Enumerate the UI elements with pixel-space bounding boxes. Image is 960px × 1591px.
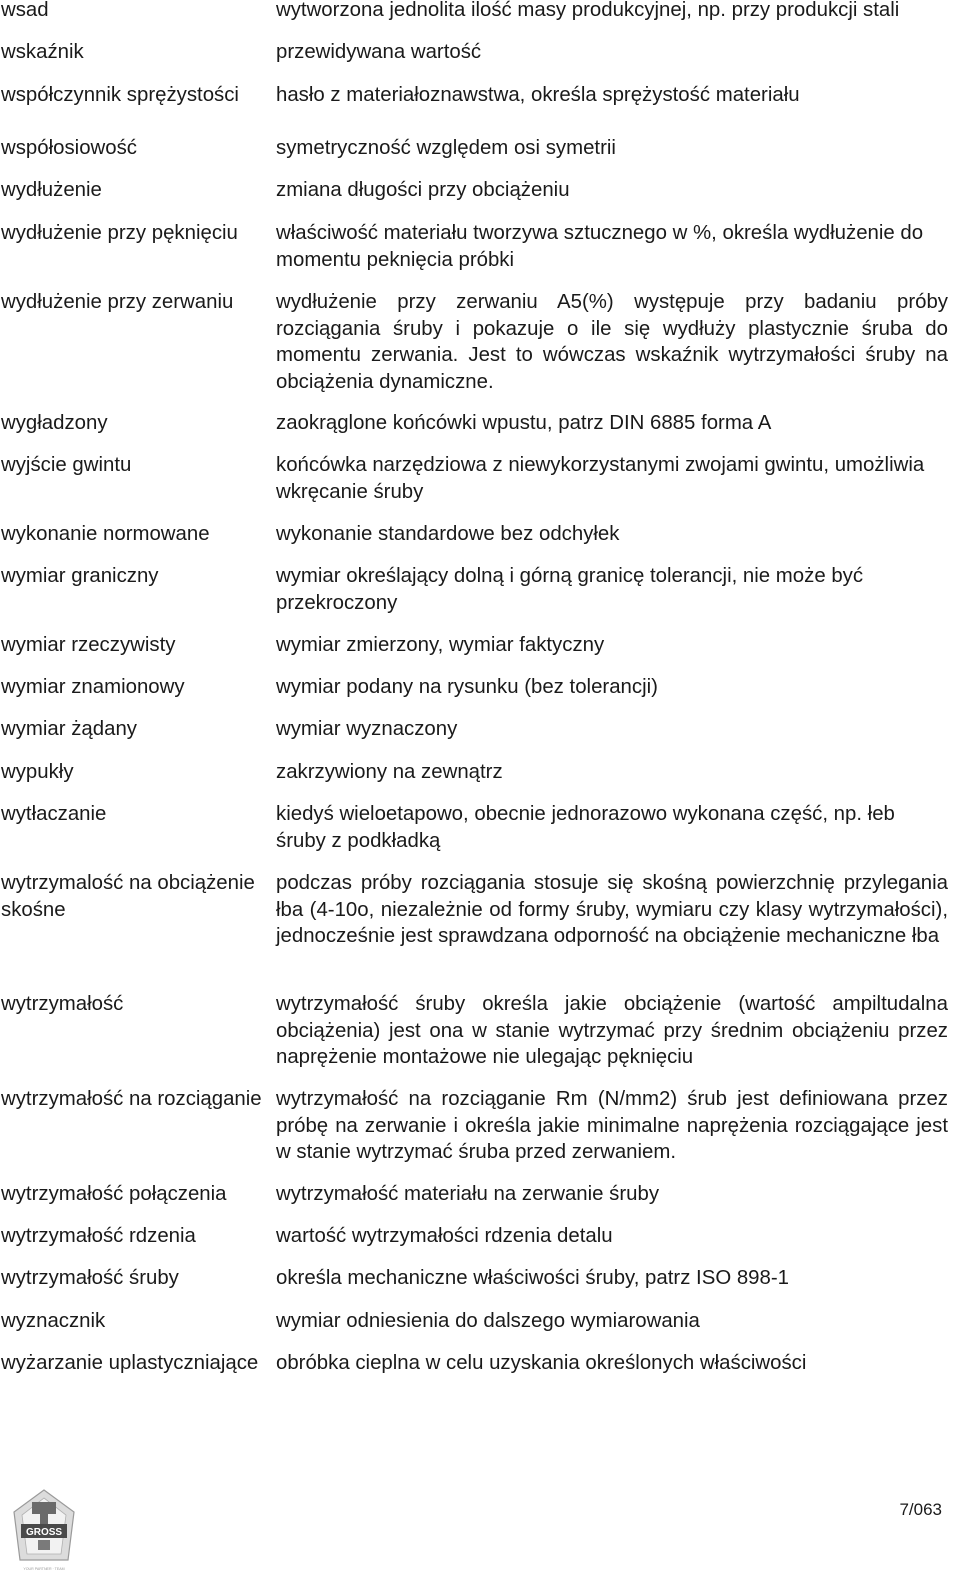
glossary-term: wytrzymalość na obciążenie skośne: [1, 872, 255, 921]
glossary-term: współosiowość: [1, 137, 137, 159]
logo-wordmark: GROSS: [25, 1527, 63, 1538]
glossary-term: wytrzymałość śruby: [1, 1267, 179, 1289]
glossary-definition: wytworzona jednolita ilość masy produkcyjnej, np. przy produkcji stali: [276, 0, 900, 21]
glossary-definition: wytrzymałość materiału na zerwanie śruby: [276, 1183, 660, 1205]
glossary-term: wytrzymałość na rozciąganie: [1, 1088, 262, 1110]
glossary-term: wytłaczanie: [1, 803, 107, 825]
glossary-definition: wytrzymałość na rozciąganie Rm (N/mm2) śrub jest definiowana przez próbę na zerwanie i określa jakie minimalne naprężenia rozciągające jest w stanie wytrzymać śruba przed zerwaniem.: [276, 1088, 948, 1163]
glossary-term: wymiar rzeczywisty: [1, 634, 176, 656]
glossary-definition: wykonanie standardowe bez odchyłek: [276, 523, 620, 545]
glossary-definition: wydłużenie przy zerwaniu A5(%) występuje przy badaniu próby rozciągania śruby i pokazuje o ile się wydłuży plastycznie śruba do momentu zerwania. Jest to wówczas wskaźnik wytrzymałości śruby na obciążenia dynamiczne.: [276, 291, 948, 393]
glossary-definition: wartość wytrzymałości rdzenia detalu: [276, 1225, 613, 1247]
glossary-term: wytrzymałość: [1, 993, 124, 1015]
glossary-definition: przewidywana wartość: [276, 41, 482, 63]
gross-logo: [8, 1488, 80, 1588]
glossary-definition: właściwość materiału tworzywa sztucznego w %, określa wydłużenie do momentu peknięcia próbki: [276, 222, 924, 271]
glossary-term: wydłużenie przy zerwaniu: [1, 291, 234, 313]
glossary-term: wypukły: [1, 761, 74, 783]
glossary-definition: zmiana długości przy obciążeniu: [276, 179, 570, 201]
glossary-definition: symetryczność względem osi symetrii: [276, 137, 616, 159]
glossary-term: wydłużenie: [1, 179, 102, 201]
glossary-definition: wymiar podany na rysunku (bez tolerancji): [276, 676, 658, 698]
glossary-term: wyznacznik: [1, 1310, 106, 1332]
glossary-definition: zakrzywiony na zewnątrz: [276, 761, 503, 783]
glossary-term: wydłużenie przy pęknięciu: [1, 222, 238, 244]
glossary-term: wskaźnik: [1, 41, 84, 63]
glossary-term: wyżarzanie uplastyczniające: [1, 1352, 259, 1374]
glossary-definition: wymiar zmierzony, wymiar faktyczny: [276, 634, 605, 656]
glossary-definition: hasło z materiałoznawstwa, określa sprężystość materiału: [276, 84, 800, 106]
page-number: 7/063: [899, 1500, 942, 1519]
logo-tagline: YOUR PARTNER · TEAM: [23, 1567, 65, 1571]
glossary-definition: wymiar określający dolną i górną granicę tolerancji, nie może być przekroczony: [276, 565, 864, 614]
glossary-term: wytrzymałość rdzenia: [1, 1225, 196, 1247]
glossary-term: wytrzymałość połączenia: [1, 1183, 227, 1205]
glossary-term: wsad: [1, 0, 49, 21]
glossary-definition: wytrzymałość śruby określa jakie obciążenie (wartość ampiltudalna obciążenia) jest ona w stanie wytrzymać przy średnim obciążeniu przez naprężenie montażowe nie ulegając pęknięciu: [276, 993, 948, 1068]
glossary-term: wyjście gwintu: [1, 454, 132, 476]
glossary-term: wymiar graniczny: [1, 565, 159, 587]
glossary-term: wymiar znamionowy: [1, 676, 185, 698]
glossary-term: wykonanie normowane: [1, 523, 210, 545]
glossary-definition: zaokrąglone końcówki wpustu, patrz DIN 6885 forma A: [276, 412, 772, 434]
glossary-definition: końcówka narzędziowa z niewykorzystanymi zwojami gwintu, umożliwia wkręcanie śruby: [276, 454, 925, 503]
glossary-definition: obróbka cieplna w celu uzyskania określonych właściwości: [276, 1352, 807, 1374]
glossary-term: wygładzony: [1, 412, 108, 434]
glossary-definition: kiedyś wieloetapowo, obecnie jednorazowo wykonana część, np. łeb śruby z podkładką: [276, 803, 895, 852]
glossary-term: współczynnik sprężystości: [1, 84, 239, 106]
glossary-definition: wymiar wyznaczony: [276, 718, 458, 740]
glossary-definition: podczas próby rozciągania stosuje się skośną powierzchnię przylegania łba (4-10o, niezależnie od formy śruby, wymiaru czy klasy wytrzymałości), jednocześnie jest sprawdzana odporność na obciążenie mechaniczne łba: [276, 872, 948, 947]
glossary-definition: określa mechaniczne właściwości śruby, patrz ISO 898-1: [276, 1267, 789, 1289]
glossary-definition: wymiar odniesienia do dalszego wymiarowania: [276, 1310, 700, 1332]
glossary-term: wymiar żądany: [1, 718, 137, 740]
